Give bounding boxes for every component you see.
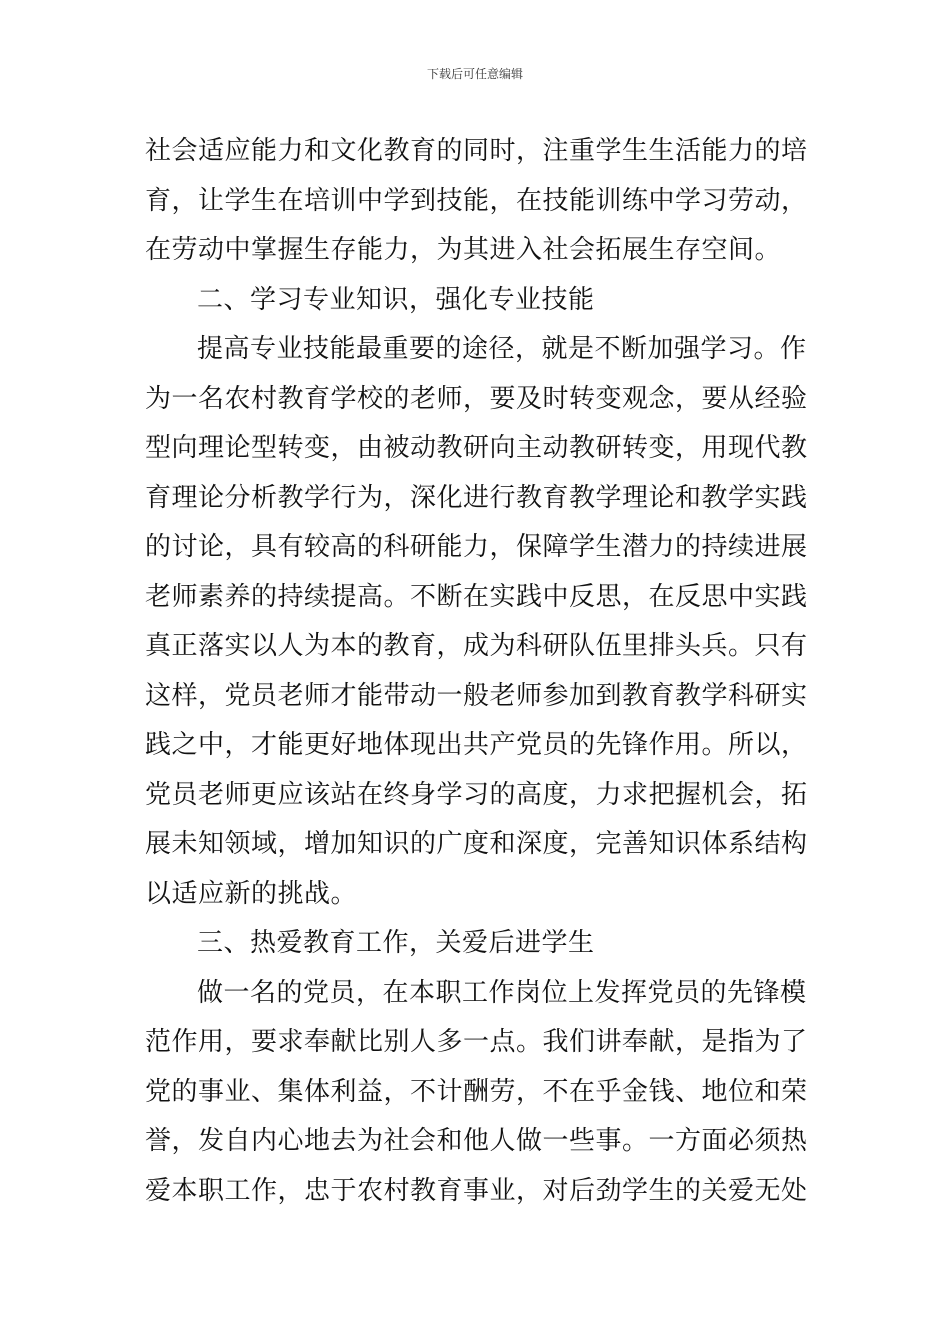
section-heading: 三、热爱教育工作，关爱后进学生: [197, 928, 595, 958]
paragraph-first-line: 提高专业技能最重要的途径，就是不断加强学习。作: [197, 334, 807, 364]
body-line: 这样，党员老师才能带动一般老师参加到教育教学科研实: [145, 680, 808, 711]
body-line: 展未知领域，增加知识的广度和深度，完善知识体系结构: [145, 829, 808, 859]
body-line: 的讨论，具有较高的科研能力，保障学生潜力的持续进展: [145, 532, 808, 562]
body-line: 以适应新的挑战。: [145, 878, 358, 909]
page-header: 下载后可任意编辑: [426, 67, 523, 81]
body-line: 真正落实以人为本的教育，成为科研队伍里排头兵。只有: [145, 631, 808, 661]
body-line: 誉，发自内心地去为社会和他人做一些事。一方面必须热: [145, 1126, 808, 1156]
body-line: 范作用，要求奉献比别人多一点。我们讲奉献，是指为了: [145, 1027, 808, 1057]
body-line: 老师素养的持续提高。不断在实践中反思，在反思中实践: [145, 581, 808, 612]
section-heading: 二、学习专业知识，强化专业技能: [197, 284, 595, 315]
body-line: 党的事业、集体利益，不计酬劳，不在乎金钱、地位和荣: [145, 1076, 808, 1107]
body-line: 育理论分析教学行为，深化进行教育教学理论和教学实践: [145, 482, 808, 513]
body-line: 型向理论型转变，由被动教研向主动教研转变，用现代教: [145, 433, 808, 463]
body-line: 育，让学生在培训中学到技能，在技能训练中学习劳动，: [145, 185, 808, 216]
paragraph-first-line: 做一名的党员，在本职工作岗位上发挥党员的先锋模: [197, 977, 807, 1008]
body-line: 在劳动中掌握生存能力，为其进入社会拓展生存空间。: [145, 235, 782, 265]
body-line: 党员老师更应该站在终身学习的高度，力求把握机会，拓: [145, 779, 808, 810]
document-body: [145, 127, 810, 1216]
body-line: 践之中，才能更好地体现出共产党员的先锋作用。所以，: [145, 730, 808, 760]
body-line: 社会适应能力和文化教育的同时，注重学生生活能力的培: [145, 136, 808, 166]
body-line: 为一名农村教育学校的老师，要及时转变观念，要从经验: [145, 383, 808, 414]
body-line: 爱本职工作，忠于农村教育事业，对后劲学生的关爱无处: [145, 1175, 808, 1206]
